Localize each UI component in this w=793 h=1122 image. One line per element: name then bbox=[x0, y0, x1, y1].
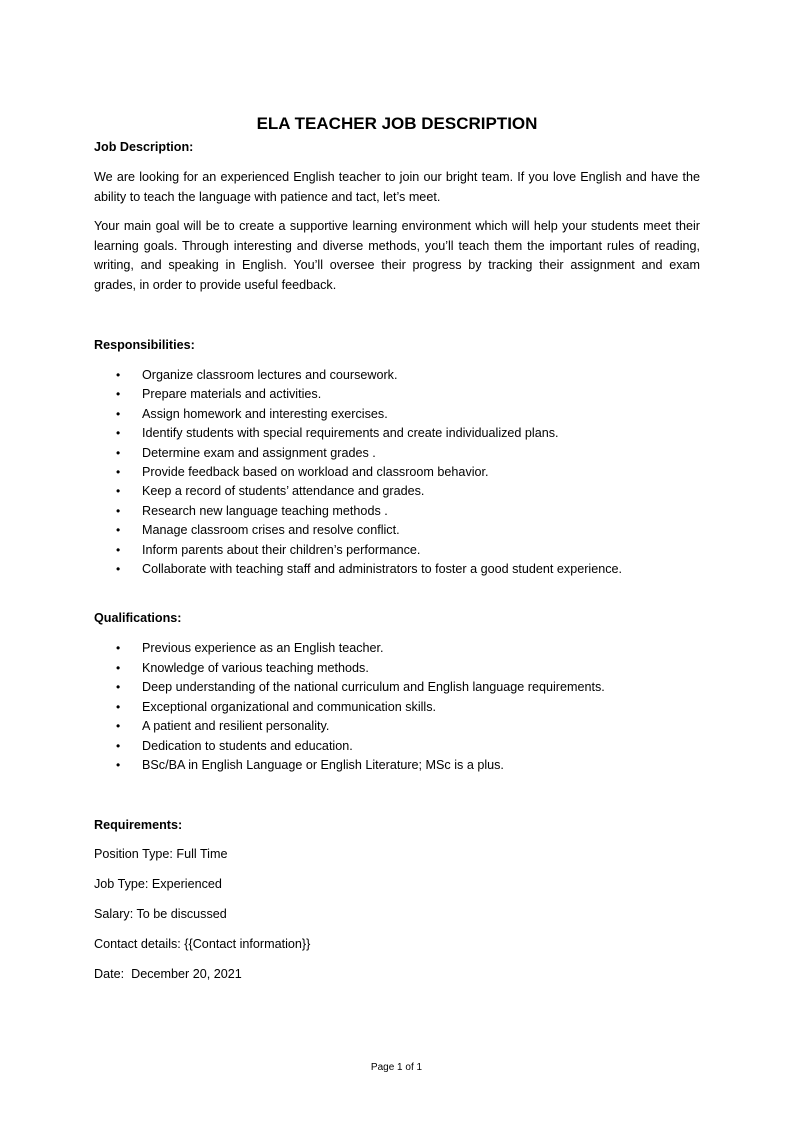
list-item-text: Keep a record of students’ attendance and grades. bbox=[142, 484, 425, 499]
bullet-icon: • bbox=[116, 523, 121, 538]
document-body bbox=[94, 113, 700, 996]
list-item-text: BSc/BA in English Language or English Literature; MSc is a plus. bbox=[142, 757, 504, 772]
list-item-text: Collaborate with teaching staff and administrators to foster a good student experience. bbox=[142, 562, 623, 577]
list-item-text: Inform parents about their children’s performance. bbox=[142, 542, 421, 557]
list-item-text: Exceptional organizational and communication skills. bbox=[142, 699, 437, 714]
list-item bbox=[94, 502, 700, 521]
bullet-icon: • bbox=[116, 738, 121, 753]
job-type: Job Type: Experienced bbox=[94, 877, 222, 892]
list-item-text: Organize classroom lectures and coursework. bbox=[142, 368, 398, 382]
list-item bbox=[94, 756, 700, 775]
bullet-icon: • bbox=[116, 426, 121, 441]
list-item-text: Knowledge of various teaching methods. bbox=[142, 660, 369, 675]
list-item bbox=[94, 659, 700, 678]
list-item-text: A patient and resilient personality. bbox=[142, 719, 330, 734]
list-item bbox=[94, 405, 700, 424]
list-item-text: Dedication to students and education. bbox=[142, 738, 353, 753]
bullet-icon: • bbox=[116, 484, 121, 499]
qualifications-list bbox=[94, 639, 700, 775]
list-item bbox=[94, 678, 700, 697]
list-item-text: Assign homework and interesting exercises. bbox=[142, 406, 388, 421]
bullet-icon: • bbox=[116, 465, 121, 480]
job-description-paragraph-2: Your main goal will be to create a supportive learning environment which will help your students meet their learning goals. Through interesting and diverse methods, you’ll teach them the important rules of reading, writing, and speaking in English. You’ll oversee their progress by tracking their assignment and exam grades, in order to provide useful feedback. bbox=[94, 219, 700, 292]
bullet-icon: • bbox=[116, 660, 121, 675]
bullet-icon: • bbox=[116, 445, 121, 460]
list-item bbox=[94, 424, 700, 443]
list-item bbox=[94, 366, 700, 385]
responsibilities-list bbox=[94, 366, 700, 579]
list-item bbox=[94, 717, 700, 736]
contact-details: Contact details: {{Contact information}} bbox=[94, 937, 311, 952]
bullet-icon: • bbox=[116, 699, 121, 714]
list-item-text: Deep understanding of the national curriculum and English language requirements. bbox=[142, 680, 605, 695]
bullet-icon: • bbox=[116, 562, 121, 577]
bullet-icon: • bbox=[116, 719, 121, 734]
page-number: Page 1 of 1 bbox=[370, 1062, 423, 1073]
date: Date: December 20, 2021 bbox=[94, 967, 242, 982]
list-item bbox=[94, 698, 700, 717]
salary: Salary: To be discussed bbox=[94, 907, 227, 922]
list-item-text: Research new language teaching methods . bbox=[142, 503, 388, 518]
list-item-text: Previous experience as an English teacher. bbox=[142, 641, 384, 656]
bullet-icon: • bbox=[116, 503, 121, 518]
list-item bbox=[94, 463, 700, 482]
list-item bbox=[94, 639, 700, 658]
job-description-heading: Job Description: bbox=[94, 140, 194, 154]
list-item bbox=[94, 385, 700, 404]
list-item bbox=[94, 541, 700, 560]
list-item-text: Determine exam and assignment grades . bbox=[142, 445, 376, 460]
bullet-icon: • bbox=[116, 542, 121, 557]
bullet-icon: • bbox=[116, 641, 121, 656]
position-type: Position Type: Full Time bbox=[94, 847, 228, 862]
bullet-icon: • bbox=[116, 387, 121, 402]
responsibilities-heading: Responsibilities: bbox=[94, 338, 195, 352]
list-item-text: Identify students with special requirements and create individualized plans. bbox=[142, 426, 559, 441]
bullet-icon: • bbox=[116, 368, 121, 382]
list-item-text: Prepare materials and activities. bbox=[142, 387, 322, 402]
job-description-paragraph-1: We are looking for an experienced English teacher to join our bright team. If you love English and have the ability to teach the language with patience and tact, let’s meet. bbox=[94, 170, 700, 204]
list-item bbox=[94, 444, 700, 463]
bullet-icon: • bbox=[116, 757, 121, 772]
list-item-text: Manage classroom crises and resolve conflict. bbox=[142, 523, 400, 538]
list-item bbox=[94, 737, 700, 756]
requirements-heading: Requirements: bbox=[94, 818, 183, 833]
document-title: ELA TEACHER JOB DESCRIPTION bbox=[256, 114, 538, 133]
bullet-icon: • bbox=[116, 680, 121, 695]
list-item-text: Provide feedback based on workload and classroom behavior. bbox=[142, 465, 489, 480]
list-item bbox=[94, 482, 700, 501]
list-item bbox=[94, 560, 700, 579]
list-item bbox=[94, 521, 700, 540]
qualifications-heading: Qualifications: bbox=[94, 611, 182, 626]
bullet-icon: • bbox=[116, 406, 121, 421]
